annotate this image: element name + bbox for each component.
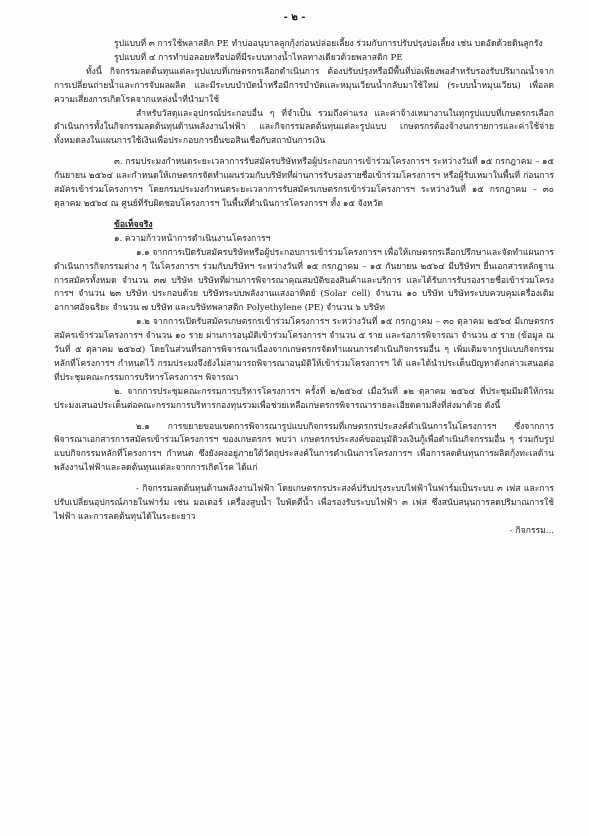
spacer	[54, 476, 554, 483]
paragraph-pattern-4: รูปแบบที่ ๔ การทำบ่อลอยหรือบ่อที่มีระบบทางน้ำไหลทางเดียวด้วยพลาสติก PE	[114, 52, 403, 63]
spacer	[54, 149, 554, 156]
page-number: - ๒ -	[283, 12, 306, 23]
section-heading-facts: ข้อเท็จจริง	[114, 219, 153, 230]
paragraph-materials: สำหรับวัสดุและอุปกรณ์ประกอบอื่น ๆ ที่จำเป็น รวมถึงค่าแรง และค่าจ้างเหมางานในทุกรูปแบบที่เกษตรกรเลือกดำเนินการทั้งในกิจกรรมลดต้นทุนด้านพลังงานไฟฟ้า และกิจกรรมลดต้นทุนแต่ละรูปแบบ เกษตรกรต้องจ้างนกรายการและค่าใช้จ่ายทั้งหมดลงในแผนการใช้เงินเพื่อประกอบการยื่นขอสินเชื่อกับสถาบันการเงิน	[54, 108, 554, 147]
item-1-2-farmers: ๑.๒ จากการเปิดรับสมัครเกษตรกรเข้าร่วมโครงการฯ ระหว่างวันที่ ๑๕ กรกฎาคม – ๓๐ ตุลาคม ๒๕๖๔ มีเกษตรกรสมัครเข้าร่วมโครงการฯ จำนวน ๑๐ ราย ผ่านการอนุมัติเข้าร่วมโครงการฯ จำนวน ๕ ราย และรอการพิจารณา จำนวน ๕ ราย (ข้อมูล ณ วันที่ ๕ ตุลาคม ๒๕๖๔) โดยในส่วนที่รอการพิจารณาเนื่องจากเกษตรกรจัดทำแผนการดำเนินกิจกรรมอื่น ๆ เพิ่มเติมจากรูปแบบกิจกรรมหลักที่โครงการฯ กำหนดไว้ กรมประมงจึงยังไม่สามารถพิจารณาอนุมัติให้เข้าร่วมโครงการฯ ได้ และได้นำประเด็นปัญหาดังกล่าวเสนอต่อที่ประชุมคณะกรรมการบริหารโครงการฯ พิจารณา	[54, 317, 554, 383]
document-body	[54, 38, 554, 539]
paragraph-registration-period: ๓. กรมประมงกำหนดระยะเวลาการรับสมัครบริษัทหรือผู้ประกอบการเข้าร่วมโครงการฯ ระหว่างวันที่ ๑๕ กรกฎาคม – ๑๕ กันยายน ๒๕๖๔ และกำหนดให้เกษตรกรจัดทำแผนร่วมกับบริษัทที่ผ่านการรับรองรายชื่อเข้าร่วมโครงการฯ หรือผู้รับเหมาในพื้นที่ ก่อนการสมัครเข้าร่วมโครงการฯ โดยกรมประมงกำหนดระยะเวลาการรับสมัครเกษตรกรเข้าร่วมโครงการฯ ระหว่างวันที่ ๑๕ กรกฎาคม – ๓๐ ตุลาคม ๒๕๖๔ ณ ศูนย์ที่รับผิดชอบโครงการฯ ในพื้นที่ดำเนินการโครงการฯ ทั้ง ๑๕ จังหวัด	[54, 157, 554, 209]
item-1-1-companies: ๑.๑ จากการเปิดรับสมัครบริษัทหรือผู้ประกอบการเข้าร่วมโครงการฯ เพื่อให้เกษตรกรเลือกปรึกษาและจัดทำแผนการดำเนินการกิจกรรมต่าง ๆ ในโครงการฯ ร่วมกับบริษัทฯ ระหว่างวันที่ ๑๕ กรกฎาคม – ๑๕ กันยายน ๒๕๖๔ มีบริษัทฯ ยื่นเอกสารหลักฐานการสมัครทั้งหมด จำนวน ๓๗ บริษัท บริษัทที่ผ่านการพิจารณาคุณสมบัติของสินค้าและบริการ และได้รับการรับรองรายชื่อเข้าร่วมโครงการฯ จำนวน ๒๓ บริษัท ประกอบด้วย บริษัทระบบพลังงานแสงอาทิตย์ (Solar cell) จำนวน ๑๐ บริษัท บริษัทระบบควบคุมเครื่องเติมอากาศอัจฉริยะ จำนวน ๗ บริษัท และบริษัทพลาสติก Polyethylene (PE) จำนวน ๖ บริษัท	[54, 247, 554, 314]
continuation-marker: - กิจกรรม...	[509, 525, 554, 536]
paragraph-pattern-3: รูปแบบที่ ๓ การใช้พลาสติก PE ทำบ่ออนุบาลลูกกุ้งก่อนปล่อยเลี้ยง ร่วมกับการปรับปรุงบ่อเลี้ยง เช่น บดอัดด้วยดินลูกรัง	[114, 39, 543, 49]
paragraph-conditions: ทั้งนี้ กิจกรรมลดต้นทุนแต่ละรูปแบบที่เกษตรกรเลือกดำเนินการ ต้องปรับปรุงหรือมีพื้นที่บ่อเพียงพอสำหรับรองรับปริมาณน้ำจากการเปลี่ยนถ่ายน้ำและการจับผลผลิต และมีระบบบำบัดน้ำหรือมีการบำบัดและหมุนเวียนน้ำกลับมาใช้ใหม่ (ระบบน้ำหมุนเวียน) เพื่อลดความเสี่ยงการเกิดโรคจากแหล่งน้ำที่นำมาใช้	[54, 66, 554, 105]
bullet-electricity: - กิจกรรมลดต้นทุนด้านพลังงานไฟฟ้า โดยเกษตรกรประสงค์ปรับปรุงระบบไฟฟ้าในฟาร์มเป็นระบบ ๓ เฟส และการปรับเปลี่ยนอุปกรณ์ภายในฟาร์ม เช่น มอเตอร์ เครื่องสูบน้ำ ใบพัดตีน้ำ เพื่อรองรับระบบไฟฟ้า ๓ เฟส ซึ่งสนับสนุนการลดปริมาณการใช้ไฟฟ้า และการลดต้นทุนได้ในระยะยาว	[54, 484, 554, 522]
item-2-meeting: ๒. จากการประชุมคณะกรรมการบริหารโครงการฯ ครั้งที่ ๒/๒๕๖๔ เมื่อวันที่ ๑๒ ตุลาคม ๒๕๖๔ ที่ประชุมมีมติให้กรมประมงเสนอประเด็นต่อคณะกรรมการบริหารกองทุนรวมเพื่อช่วยเหลือเกษตรกรพิจารณารายละเอียดตามสิ่งที่ส่งมาด้วย ดังนี้	[54, 386, 554, 411]
item-1-progress: ๑. ความก้าวหน้าการดำเนินงานโครงการฯ	[114, 233, 271, 244]
item-2-1-scope: ๒.๑ การขยายขอบเขตการพิจารณารูปแบบกิจกรรมที่เกษตรกรประสงค์ดำเนินการในโครงการฯ ซึ่งจากการพิจารณาเอกสารการสมัครเข้าร่วมโครงการฯ ของเกษตรกร พบว่า เกษตรกรประสงค์ขออนุมัติวงเงินกู้เพื่อดำเนินกิจกรรมอื่น ๆ ร่วมกับรูปแบบกิจกรรมหลักที่โครงการฯ กำหนด ซึ่งยังคงอยู่ภายใต้วัตถุประสงค์ในการดำเนินการโครงการฯ เพื่อการลดต้นทุนการผลิตกุ้งทะเลด้านพลังงานไฟฟ้าและลดต้นทุนแต่ละจากการเกิดโรค ได้แก่	[54, 421, 554, 474]
spacer	[54, 212, 554, 219]
spacer	[54, 414, 554, 421]
